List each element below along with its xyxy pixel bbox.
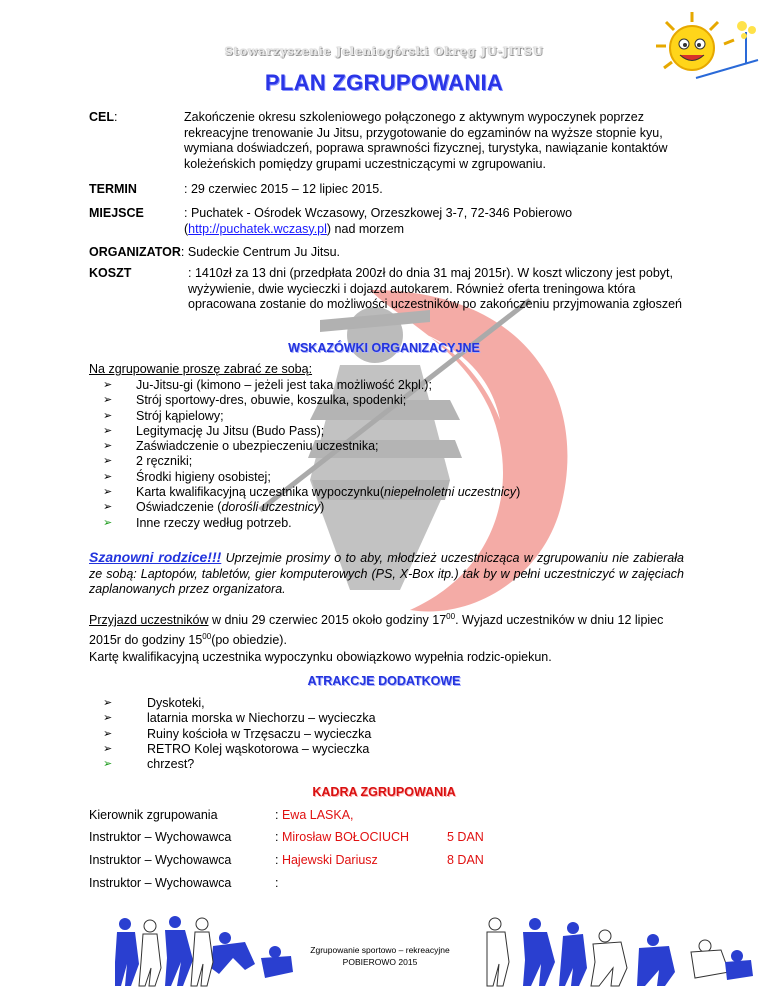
- footer-line1: Zgrupowanie sportowo – rekreacyjne: [310, 945, 450, 955]
- wskazowki-intro: Na zgrupowanie proszę zabrać ze sobą:: [89, 362, 313, 376]
- koszt-row: [89, 266, 689, 330]
- arrow-bullet-icon: ➢: [103, 455, 113, 468]
- list-item: ➢ Zaświadczenie o ubezpieczeniu uczestnika;: [103, 439, 379, 454]
- arrow-bullet-icon: ➢: [103, 394, 113, 407]
- cel-label: CEL:: [89, 110, 118, 124]
- koszt-text: : 1410zł za 13 dni (przedpłata 200zł do dnia 31 maj 2015r). W koszt wliczony jest pobyt, wyżywienie, dwie wycieczki i dojazd autokarem. Również oferta treningowa która opracowana zostanie do możliwości uczestników po zakończeniu przyjmowania zgłoszeń: [188, 266, 683, 311]
- list-item: ➢ Ju-Jitsu-gi (kimono – jeżeli jest taka możliwość 2kpl.);: [103, 378, 432, 392]
- arrow-bullet-icon: ➢: [103, 516, 113, 529]
- cel-row: [89, 110, 689, 174]
- staff-row: Instruktor – Wychowawca :: [89, 876, 279, 890]
- termin-label: TERMIN: [89, 182, 137, 196]
- miejsce-label: MIEJSCE: [89, 206, 144, 220]
- arrow-bullet-icon: ➢: [103, 424, 113, 437]
- list-item: ➢ Ruiny kościoła w Trzęsaczu – wycieczka: [103, 726, 372, 741]
- arrow-bullet-icon: ➢: [103, 486, 113, 499]
- footer-line2: POBIEROWO 2015: [342, 957, 418, 967]
- przyjazd-paragraph: Przyjazd uczestników w dniu 29 czerwiec 2015 około godziny $17^{00}$. Wyjazd uczestników w dniu 12 lipiec 2015r do godziny $15^{00}(po$ obiedzie).: [89, 612, 664, 647]
- list-item: ➢ Inne rzeczy według potrzeb.: [103, 515, 292, 530]
- arrow-bullet-icon: ➢: [103, 379, 113, 391]
- organization-name: Stowarzyszenie Jeleniogórski Okręg JU-JITSU: [224, 44, 544, 58]
- list-item: ➢ Oświadczenie (dorośli uczestnicy): [103, 500, 325, 515]
- list-item: ➢ RETRO Kolej wąskotorowa – wycieczka: [103, 741, 370, 756]
- list-item: ➢ Strój kąpielowy;: [103, 408, 224, 423]
- arrow-bullet-icon: ➢: [103, 440, 113, 453]
- cel-text: Zakończenie okresu szkoleniowego połączonego z aktywnym wypoczynek poprzez rekreacyjne trenowanie Ju Jitsu, przygotowanie do egzaminów na wyższe stopnie kyu, wymiana doświadczeń, poprawa sprawności fizycznej, turystyka, nawiązanie kontaktów koleżeńskich pomiędzy grupami uczestniczącymi w zgrupowaniu.: [184, 110, 668, 171]
- list-item: ➢ Środki higieny osobistej;: [103, 469, 271, 484]
- footer: [295, 944, 465, 968]
- list-item: ➢ Legitymację Ju Jitsu (Budo Pass);: [103, 423, 325, 438]
- atrakcje-heading: ATRAKCJE DODATKOWE: [307, 674, 461, 688]
- arrow-bullet-icon: ➢: [103, 470, 113, 483]
- organizator-text: : Sudeckie Centrum Ju Jitsu.: [180, 245, 341, 259]
- staff-row: Instruktor – Wychowawca : Hajewski Dariusz 8 DAN: [89, 853, 484, 867]
- organizator-label: ORGANIZATOR: [89, 245, 181, 259]
- wskazowki-heading: WSKAZÓWKI ORGANIZACYJNE: [288, 341, 480, 355]
- list-item: ➢ Dyskoteki,: [103, 696, 205, 710]
- miejsce-text: : Puchatek - Ośrodek Wczasowy, Orzeszkowej 3-7, 72-346 Pobierowo (http://puchatek.wczasy.pl) nad morzem: [184, 206, 573, 236]
- list-item: ➢ Karta kwalifikacyjną uczestnika wypoczynku(niepełnoletni uczestnicy): [103, 485, 521, 500]
- rodzice-paragraph: [89, 550, 684, 598]
- organizator-row: [89, 245, 689, 261]
- arrow-bullet-icon: ➢: [103, 697, 113, 709]
- miejsce-row: [89, 206, 689, 238]
- miejsce-link[interactable]: http://puchatek.wczasy.pl: [188, 221, 327, 236]
- list-item: ➢ Strój sportowy-dres, obuwie, koszulka, spodenki;: [103, 393, 407, 408]
- staff-row: Instruktor – Wychowawca : Mirosław BOŁOCIUCH 5 DAN: [89, 830, 484, 844]
- page-title: PLAN ZGRUPOWANIA: [264, 70, 504, 95]
- arrow-bullet-icon: ➢: [103, 501, 113, 514]
- arrow-bullet-icon: ➢: [103, 727, 113, 740]
- arrow-bullet-icon: ➢: [103, 758, 113, 771]
- atrakcje-list: [89, 696, 689, 772]
- list-item: ➢ 2 ręczniki;: [103, 454, 193, 469]
- termin-row: [89, 182, 689, 198]
- rodzice-lead: Szanowni rodzice!!!: [89, 549, 222, 565]
- arrow-bullet-icon: ➢: [103, 712, 113, 725]
- wskazowki-list: [89, 378, 689, 531]
- judo-figure-icon: [475, 912, 755, 990]
- termin-text: : 29 czerwiec 2015 – 12 lipiec 2015.: [184, 182, 383, 196]
- staff-row: Kierownik zgrupowania : Ewa LASKA,: [89, 808, 354, 822]
- kadra-heading: KADRA ZGRUPOWANIA: [312, 785, 456, 799]
- list-item: ➢ chrzest?: [103, 757, 195, 772]
- rodzice-text: Uprzejmie prosimy o to aby, młodzież uczestnicząca w zgrupowaniu nie zabierała ze sobą: Laptopów, tabletów, gier komputerowych (PS, X-Box itp.) tak by w pełni uczestniczyć w zajęciach zaplanowanych przez organizatora.: [89, 551, 684, 596]
- koszt-label: KOSZT: [89, 266, 132, 280]
- karta-note: Kartę kwalifikacyjną uczestnika wypoczynku obowiązkowo wypełnia rodzic-opiekun.: [89, 650, 552, 664]
- judo-figure-icon: [95, 912, 295, 990]
- arrow-bullet-icon: ➢: [103, 742, 113, 755]
- list-item: ➢ latarnia morska w Niechorzu – wycieczka: [103, 711, 376, 726]
- arrow-bullet-icon: ➢: [103, 409, 113, 422]
